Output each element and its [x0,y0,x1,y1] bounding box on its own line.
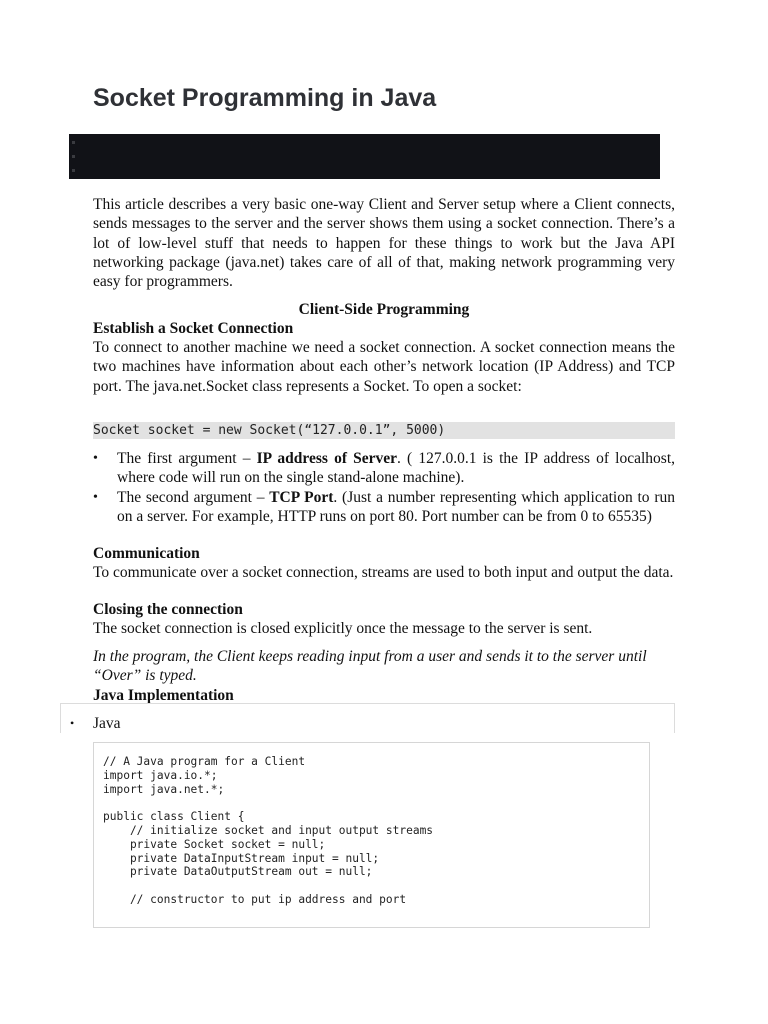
bullet-icon: • [93,451,98,466]
banner-dot [72,169,75,172]
java-implementation-heading: Java Implementation [93,687,234,704]
communication-heading: Communication [93,545,200,562]
client-side-heading: Client-Side Programming [298,301,470,318]
code-text: // A Java program for a Client import java.io.*; import java.net.*; public class Client { // initialize socket and input output streams private Socket socket = null; private DataInputStream input = null; private DataOutputStream out = null; // constructor to put ip address and port [103,755,434,906]
page-title: Socket Programming in Java [93,84,437,112]
code-block [93,742,650,928]
intro-paragraph: This article describes a very basic one-way Client and Server setup where a Client connects, sends messages to the server and the server shows them using a socket connection. There’s a lot of low-level stuff that needs to happen for these things to work but the Java API networking package (java.net) takes care of all of that, making network programming very easy for programmers. [93,196,675,291]
italic-note: In the program, the Client keeps reading input from a user and sends it to the server until “Over” is typed. [93,648,647,684]
bullet-icon: • [70,716,75,730]
socket-code-line: Socket socket = new Socket(“127.0.0.1”, 5000) [93,422,675,439]
establish-paragraph: To connect to another machine we need a socket connection. A socket connection means the two machines have information about each other’s network location (IP Address) and TCP port. The java.net.Socket class represents a Socket. To open a socket: [93,339,675,395]
list-item: • The second argument – TCP Port. (Just a number representing which application to run on a server. For example, HTTP runs on port 80. Port number can be from 0 to 65535) [93,489,675,525]
closing-heading: Closing the connection [93,601,243,618]
argument-list [93,449,675,527]
dark-banner [69,134,660,179]
list-item: • The first argument – IP address of Server. ( 127.0.0.1 is the IP address of localhost, where code will run on the single stand-alone machine). [93,450,676,486]
bullet-icon: • [93,490,98,505]
language-tab[interactable] [60,703,675,733]
closing-paragraph: The socket connection is closed explicitly once the message to the server is sent. [93,620,593,637]
banner-dot [72,155,75,158]
establish-heading: Establish a Socket Connection [93,320,294,337]
tab-java[interactable]: Java [93,715,121,732]
communication-paragraph: To communicate over a socket connection, streams are used to both input and output the data. [93,564,674,581]
banner-dot [72,141,75,144]
